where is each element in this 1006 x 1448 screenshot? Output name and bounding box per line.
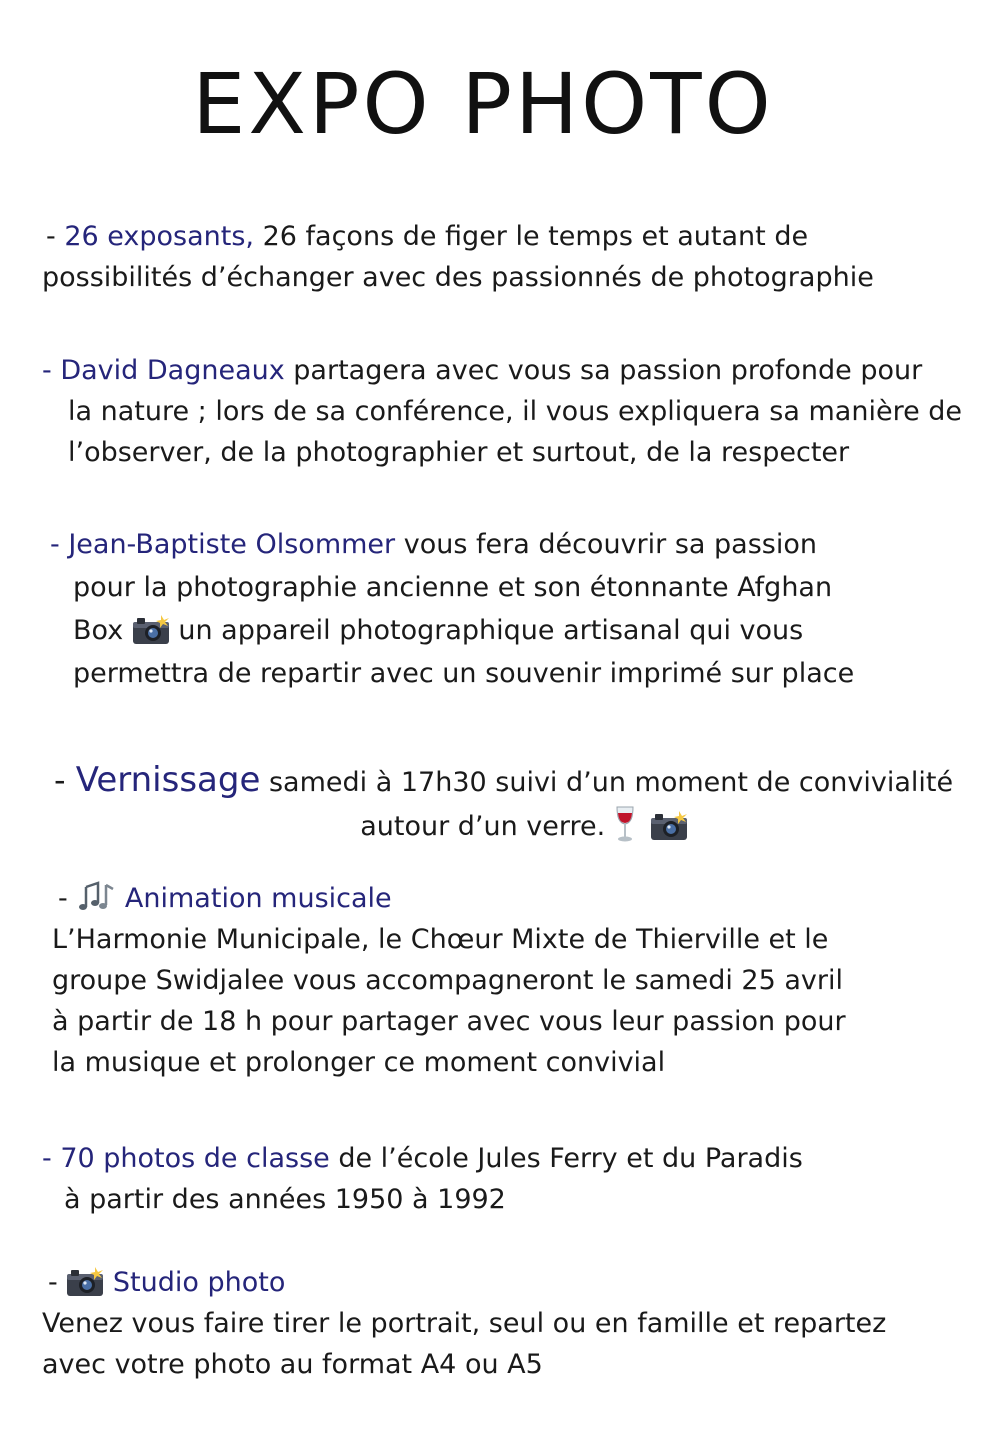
jeanbaptiste-text-3a: Box [73, 615, 132, 646]
classe-text-1: de l’école Jules Ferry et du Paradis [329, 1143, 803, 1174]
exposants-dash: - [46, 221, 65, 252]
david-line-1 [42, 350, 962, 391]
section-exposants [42, 216, 874, 298]
section-david [42, 350, 962, 473]
musical-notes-icon [76, 881, 116, 913]
musique-line-2: groupe Swidjalee vous accompagneront le samedi 25 avril [52, 965, 844, 996]
studio-line-2: avec votre photo au format A4 ou A5 [42, 1349, 543, 1380]
jeanbaptiste-text-3b: un appareil photographique artisanal qui vous [169, 615, 804, 646]
vernissage-highlight: Vernissage [75, 760, 261, 800]
classe-dash: - [42, 1143, 61, 1174]
wine-glass-icon [614, 805, 636, 843]
jeanbaptiste-line-2: pour la photographie ancienne et son étonnante Afghan [73, 572, 833, 603]
studio-highlight: Studio photo [112, 1267, 286, 1298]
jeanbaptiste-text-1: vous fera découvrir sa passion [395, 529, 817, 560]
vernissage-text-2: autour d’un verre. [360, 811, 614, 842]
jeanbaptiste-highlight: Jean-Baptiste Olsommer [68, 529, 396, 560]
camera-flash-icon [650, 811, 688, 841]
jeanbaptiste-line-3 [73, 609, 854, 652]
section-classe [42, 1138, 803, 1220]
musique-line-3: à partir de 18 h pour partager avec vous leur passion pour [52, 1006, 846, 1037]
studio-line-1: Venez vous faire tirer le portrait, seul ou en famille et repartez [42, 1308, 887, 1339]
classe-highlight: 70 photos de classe [60, 1143, 330, 1174]
section-jeanbaptiste [50, 523, 854, 695]
section-vernissage [54, 758, 964, 849]
musique-line-4: la musique et prolonger ce moment convivial [52, 1047, 666, 1078]
vernissage-line-2 [84, 805, 964, 849]
exposants-line-2: possibilités d’échanger avec des passionnés de photographie [42, 262, 874, 293]
exposants-line-1 [46, 216, 874, 257]
section-studio [42, 1262, 886, 1385]
exposants-highlight: 26 exposants, [64, 221, 255, 252]
jeanbaptiste-line-1 [50, 523, 854, 566]
studio-line-title [48, 1262, 886, 1303]
section-musique [52, 878, 846, 1083]
musique-line-title [58, 878, 846, 919]
vernissage-line-1 [54, 758, 964, 805]
classe-line-2: à partir des années 1950 à 1992 [64, 1184, 506, 1215]
jeanbaptiste-line-4: permettra de repartir avec un souvenir imprimé sur place [73, 658, 855, 689]
david-dash: - [42, 355, 61, 386]
jeanbaptiste-dash: - [50, 529, 69, 560]
david-highlight: David Dagneaux [60, 355, 285, 386]
david-line-2: la nature ; lors de sa conférence, il vous expliquera sa manière de [68, 396, 963, 427]
exposants-text-1: 26 façons de figer le temps et autant de [254, 221, 809, 252]
david-line-3: l’observer, de la photographier et surtout, de la respecter [68, 437, 850, 468]
studio-dash: - [48, 1267, 67, 1298]
classe-line-1 [42, 1138, 803, 1179]
vernissage-text-1: samedi à 17h30 suivi d’un moment de convivialité [260, 767, 954, 798]
musique-line-1: L’Harmonie Municipale, le Chœur Mixte de Thierville et le [52, 924, 829, 955]
musique-dash: - [58, 883, 77, 914]
musique-highlight: Animation musicale [124, 883, 392, 914]
vernissage-dash: - [54, 761, 76, 799]
page-title: EXPO PHOTO [192, 55, 774, 153]
camera-flash-icon [132, 615, 170, 645]
camera-flash-icon [66, 1267, 104, 1297]
david-text-1: partagera avec vous sa passion profonde pour [284, 355, 923, 386]
